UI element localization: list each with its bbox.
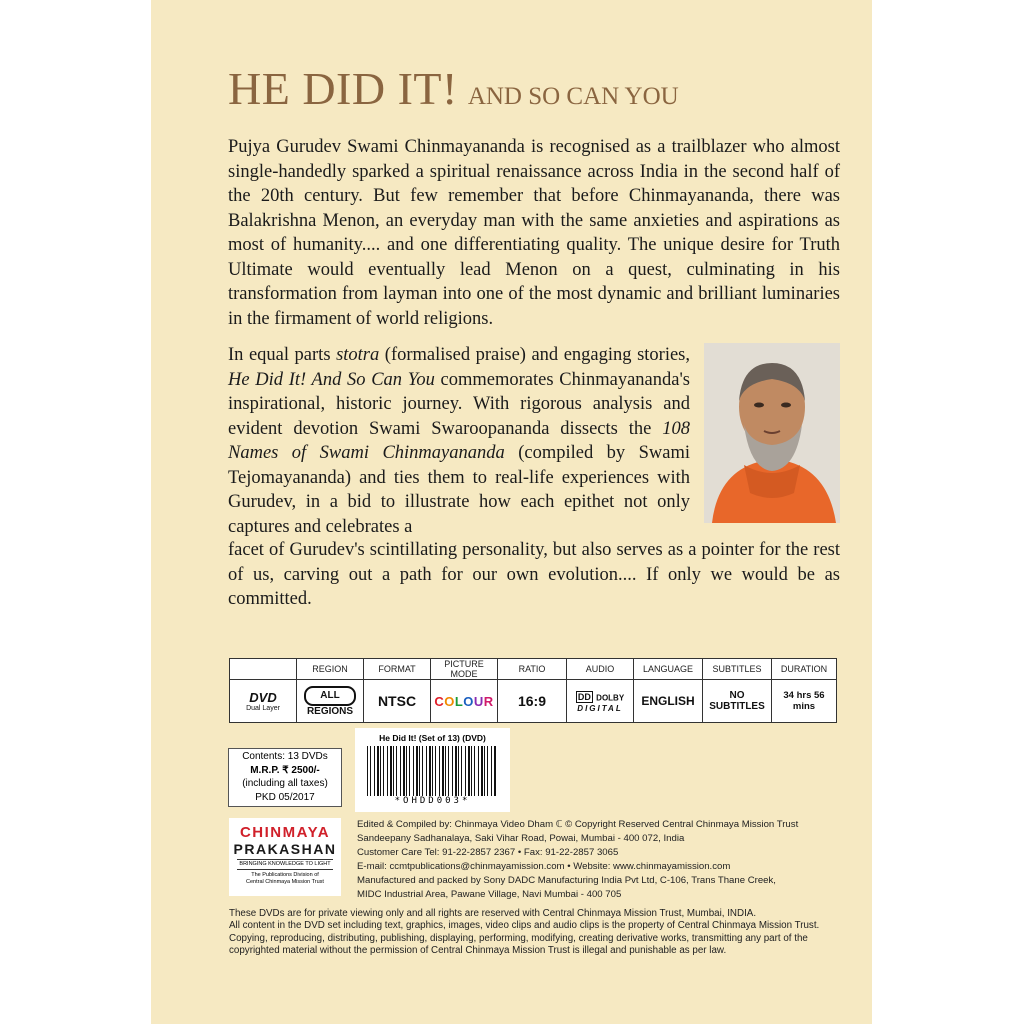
spec-header-picture-mode: PICTURE MODE xyxy=(431,659,498,680)
barcode-bar xyxy=(387,746,388,796)
barcode-bar xyxy=(484,746,485,796)
barcode-title: He Did It! (Set of 13) (DVD) xyxy=(379,733,486,743)
barcode-bar xyxy=(435,746,436,796)
barcode-bar xyxy=(380,746,381,796)
barcode-bar xyxy=(471,746,472,796)
barcode-bar xyxy=(393,746,394,796)
subtitles-cell xyxy=(703,680,772,723)
spec-header-blank xyxy=(230,659,297,680)
colour-letter: R xyxy=(483,693,494,709)
desc-italic-3: 108 Names of Swami Chinmayananda xyxy=(228,418,690,463)
barcode-bar xyxy=(448,746,449,796)
dolby-digital-text: DIGITAL xyxy=(577,703,623,713)
dvd-logo-cell xyxy=(230,680,297,723)
publisher-division-2: Central Chinmaya Mission Trust xyxy=(246,879,324,885)
dvd-layer-label: Dual Layer xyxy=(246,705,280,712)
colour-letter: C xyxy=(434,693,445,709)
title-main: HE DID IT! xyxy=(228,63,458,114)
barcode-bar xyxy=(367,746,368,796)
barcode-bar xyxy=(439,746,440,796)
credits-line-1: Edited & Compiled by: Chinmaya Video Dham ℂ © Copyright Reserved Central Chinmaya Mission Trust xyxy=(357,819,799,830)
chinmaya-prakashan-logo xyxy=(229,818,341,896)
spec-header-ratio: RATIO xyxy=(498,659,567,680)
publisher-name-1: CHINMAYA xyxy=(239,824,331,841)
barcode-bar xyxy=(468,746,470,796)
barcode-bar xyxy=(377,746,379,796)
barcode-bar xyxy=(400,746,401,796)
barcode-bar xyxy=(455,746,457,796)
barcode-bar xyxy=(458,746,459,796)
barcode-bars xyxy=(365,746,500,796)
colour-letter: O xyxy=(444,693,455,709)
barcode-bar xyxy=(416,746,418,796)
desc-italic-2: He Did It! And So Can You xyxy=(228,369,435,390)
desc-italic-1: stotra xyxy=(336,345,380,365)
credits-line-5: Manufactured and packed by Sony DADC Manufacturing India Pvt Ltd, C-106, Trans Thane Creek, xyxy=(357,875,776,886)
packed-date: PKD 05/2017 xyxy=(255,791,315,803)
credits-line-3: Customer Care Tel: 91-22-2857 2367 • Fax: 91-22-2857 3065 xyxy=(357,847,619,858)
barcode-bar xyxy=(419,746,420,796)
mrp-price: M.R.P. ₹ 2500/- xyxy=(250,764,320,776)
spec-header-format: FORMAT xyxy=(364,659,431,680)
region-cell xyxy=(297,680,364,723)
credits-line-4: E-mail: ccmtpublications@chinmayamission.com • Website: www.chinmayamission.com xyxy=(357,861,731,872)
dolby-text: DOLBY xyxy=(596,692,625,702)
credits-block xyxy=(357,818,837,902)
subtitles-value-1: NO xyxy=(729,690,745,701)
barcode-code: *OHDD003* xyxy=(394,796,471,806)
colour-logo xyxy=(434,694,493,709)
legal-line-1: These DVDs are for private viewing only and all rights are reserved with Central Chinmaya Mission Trust, Mumbai, INDIA. xyxy=(229,908,757,919)
publisher-name-2: PRAKASHAN xyxy=(233,841,337,857)
ratio-value: 16:9 xyxy=(498,680,567,723)
barcode-bar xyxy=(465,746,466,796)
barcode-bar xyxy=(494,746,496,796)
barcode-bar xyxy=(487,746,488,796)
barcode-bar xyxy=(445,746,446,796)
desc-text-3: commemorates Chinmayananda's inspirational, historic journey. With rigorous analysis and evident devotion Swami Swaroopananda dissects the xyxy=(228,369,690,439)
title-sub: AND SO CAN YOU xyxy=(467,83,679,110)
duration-value: 34 hrs 56 mins xyxy=(772,680,837,723)
barcode-bar xyxy=(390,746,392,796)
colour-letter: O xyxy=(463,693,474,709)
barcode-bar xyxy=(461,746,462,796)
intro-paragraph: Pujya Gurudev Swami Chinmayananda is recognised as a trailblazer who almost single-handedly sparked a spiritual renaissance across India in the second half of the 20th century. But few remember that before Chinmayananda, there was Balakrishna Menon, an everyday man with the same anxieties and aspirations as most of humanity.... and one differentiating quality. The unique desire for Truth Ultimate would eventually lead Menon on a quest, culminating in his transformation from layman into one of the most dynamic and brilliant luminaries in the firmament of world religions. xyxy=(228,137,840,329)
barcode-bar xyxy=(413,746,414,796)
barcode-bar xyxy=(426,746,427,796)
region-logo-text: ALL xyxy=(320,689,340,701)
spec-header-region: REGION xyxy=(297,659,364,680)
barcode-label xyxy=(355,728,510,812)
barcode-bar xyxy=(383,746,384,796)
barcode-bar xyxy=(409,746,410,796)
desc-text-2: (formalised praise) and engaging stories, xyxy=(379,345,691,365)
colour-letter: L xyxy=(454,693,464,709)
spec-header-language: LANGUAGE xyxy=(634,659,703,680)
cover-title xyxy=(228,62,848,115)
credits-line-2: Sandeepany Sadhanalaya, Saki Vihar Road, Powai, Mumbai - 400 072, India xyxy=(357,833,685,844)
publisher-division-1: The Publications Division of xyxy=(251,872,319,878)
dvd-logo: DVD xyxy=(249,690,277,705)
barcode-bar xyxy=(491,746,492,796)
spec-header-audio: AUDIO xyxy=(567,659,634,680)
picture-mode-value xyxy=(431,680,498,723)
contents-count: Contents: 13 DVDs xyxy=(242,751,328,762)
specs-table xyxy=(229,658,837,723)
dolby-double-d-icon: DD xyxy=(577,692,591,703)
barcode-bar xyxy=(370,746,371,796)
spec-header-subtitles: SUBTITLES xyxy=(703,659,772,680)
credits-line-6: MIDC Industrial Area, Pawane Village, Navi Mumbai - 400 705 xyxy=(357,889,622,900)
barcode-bar xyxy=(406,746,407,796)
subtitles-value-2: SUBTITLES xyxy=(709,701,765,712)
desc-text-1: In equal parts xyxy=(228,345,337,365)
tax-note: (including all taxes) xyxy=(242,778,328,789)
publisher-tagline: BRINGING KNOWLEDGE TO LIGHT xyxy=(237,859,333,870)
desc-text-4: (compiled by Swami Tejomayananda) and ties them to real-life experiences with Gurudev, in a bid to illustrate how each epithet not only captures and celebrates a xyxy=(228,443,690,537)
description-paragraph xyxy=(228,343,690,539)
spec-header-duration: DURATION xyxy=(772,659,837,680)
legal-notice xyxy=(229,908,841,957)
barcode-bar xyxy=(396,746,397,796)
description-paragraph-end: facet of Gurudev's scintillating personality, but also serves as a pointer for the rest of us, carving out a path for our own evolution.... If only we would be as committed. xyxy=(228,540,840,609)
swami-photo xyxy=(704,343,840,523)
legal-line-2: All content in the DVD set including text, graphics, images, video clips and audio clips is the property of Central Chinmaya Mission Trust. Copying, reproducing, distributing, publishing, displaying, performing, modifying, creating derivative works, transmitting any part of the copyrighted material without the permission of Central Chinmaya Mission Trust is illegal and punishable as per law. xyxy=(229,920,820,956)
barcode-bar xyxy=(403,746,405,796)
colour-letter: U xyxy=(473,693,484,709)
barcode-bar xyxy=(481,746,483,796)
barcode-bar xyxy=(442,746,444,796)
barcode-bar xyxy=(429,746,431,796)
barcode-bar xyxy=(452,746,453,796)
barcode-bar xyxy=(374,746,375,796)
barcode-bar xyxy=(432,746,433,796)
barcode-bar xyxy=(474,746,475,796)
format-value: NTSC xyxy=(364,680,431,723)
region-value: REGIONS xyxy=(306,705,354,717)
language-value: ENGLISH xyxy=(634,680,703,723)
region-globe-icon xyxy=(304,686,356,706)
barcode-bar xyxy=(422,746,423,796)
audio-cell xyxy=(567,680,634,723)
barcode-bar xyxy=(478,746,479,796)
dolby-logo xyxy=(576,690,624,704)
contents-price-box xyxy=(228,748,342,807)
